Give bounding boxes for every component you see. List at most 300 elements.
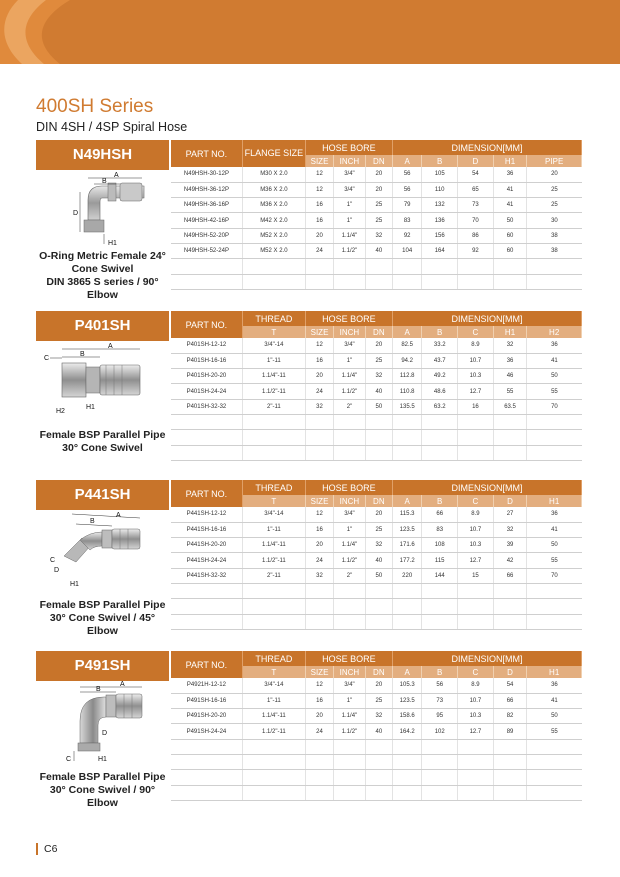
table-cell bbox=[392, 614, 421, 629]
table-cell bbox=[365, 259, 392, 274]
table-cell: 49.2 bbox=[422, 369, 458, 384]
table-cell: 70 bbox=[527, 568, 582, 583]
table-cell: 20 bbox=[365, 338, 392, 353]
table-cell: 3/4"-14 bbox=[242, 678, 305, 693]
table-cell: 25 bbox=[365, 353, 392, 368]
table-cell: 132 bbox=[422, 198, 458, 213]
table-cell bbox=[334, 739, 365, 754]
table-cell: 40 bbox=[365, 553, 392, 568]
table-cell: N49HSH-36-12P bbox=[171, 182, 242, 197]
dim-label-a: A bbox=[114, 172, 119, 179]
table-cell: 39 bbox=[493, 538, 527, 553]
table-cell: 54 bbox=[458, 167, 494, 182]
table-cell: 1.1/2" bbox=[334, 724, 365, 739]
table-cell bbox=[493, 614, 527, 629]
table-cell bbox=[334, 754, 365, 769]
table-cell: 102 bbox=[422, 724, 458, 739]
table-cell bbox=[365, 785, 392, 800]
table-cell bbox=[422, 599, 458, 614]
col-subheader: INCH bbox=[334, 155, 365, 167]
table-cell: P441SH-20-20 bbox=[171, 538, 242, 553]
table-cell bbox=[527, 770, 582, 785]
spec-table bbox=[171, 311, 582, 461]
table-cell: 1.1/4"-11 bbox=[242, 538, 305, 553]
table-cell: P401SH-24-24 bbox=[171, 384, 242, 399]
table-cell bbox=[392, 599, 421, 614]
table-cell bbox=[305, 599, 333, 614]
table-cell bbox=[458, 445, 494, 460]
table-cell: 38 bbox=[527, 243, 582, 258]
table-cell: 220 bbox=[392, 568, 421, 583]
table-cell bbox=[171, 614, 242, 629]
col-subheader: DN bbox=[365, 155, 392, 167]
table-cell: 95 bbox=[422, 709, 458, 724]
col-subheader: B bbox=[422, 155, 458, 167]
table-cell bbox=[392, 785, 421, 800]
table-cell: 10.7 bbox=[458, 353, 494, 368]
col-header-thread: THREAD bbox=[242, 311, 305, 326]
table-cell: 92 bbox=[458, 243, 494, 258]
table-cell: 32 bbox=[305, 568, 333, 583]
table-cell: 38 bbox=[527, 228, 582, 243]
table-cell: 24 bbox=[305, 384, 333, 399]
table-cell bbox=[365, 770, 392, 785]
table-cell bbox=[305, 445, 333, 460]
table-cell: 33.2 bbox=[422, 338, 458, 353]
col-header-hose-bore: HOSE BORE bbox=[305, 480, 392, 495]
table-cell: P491SH-24-24 bbox=[171, 724, 242, 739]
table-cell: 16 bbox=[458, 399, 494, 414]
table-row bbox=[171, 167, 582, 182]
col-subheader: D bbox=[493, 495, 527, 507]
col-header-hose-bore: HOSE BORE bbox=[305, 651, 392, 666]
table-cell bbox=[334, 599, 365, 614]
table-cell: 48.6 bbox=[422, 384, 458, 399]
table-cell bbox=[422, 414, 458, 429]
table-row bbox=[171, 384, 582, 399]
col-header-thread: THREAD bbox=[242, 480, 305, 495]
table-cell bbox=[171, 583, 242, 598]
table-cell: 20 bbox=[365, 167, 392, 182]
col-subheader: C bbox=[458, 495, 494, 507]
table-cell bbox=[242, 274, 305, 289]
table-cell bbox=[458, 770, 494, 785]
table-cell: 3/4"-14 bbox=[242, 338, 305, 353]
table-cell: 55 bbox=[493, 384, 527, 399]
table-cell bbox=[527, 739, 582, 754]
table-cell: 20 bbox=[527, 167, 582, 182]
table-cell: 12 bbox=[305, 507, 333, 522]
table-cell: 20 bbox=[305, 369, 333, 384]
table-cell: 20 bbox=[365, 678, 392, 693]
table-row bbox=[171, 754, 582, 769]
col-subheader: T bbox=[242, 326, 305, 338]
section-caption bbox=[36, 429, 169, 455]
table-cell bbox=[242, 739, 305, 754]
table-cell bbox=[493, 770, 527, 785]
fitting-diagram bbox=[36, 681, 169, 767]
table-cell: 156 bbox=[422, 228, 458, 243]
table-row bbox=[171, 414, 582, 429]
section-p441sh bbox=[36, 480, 582, 637]
caption-line: 30° Cone Swivel bbox=[62, 442, 143, 454]
table-cell: 56 bbox=[392, 182, 421, 197]
table-cell: 10.7 bbox=[458, 693, 494, 708]
table-cell: 1.1/4" bbox=[334, 228, 365, 243]
table-cell: 1.1/2"-11 bbox=[242, 384, 305, 399]
table-cell bbox=[493, 599, 527, 614]
table-cell: 1.1/4"-11 bbox=[242, 369, 305, 384]
table-cell bbox=[392, 754, 421, 769]
table-cell: 1.1/2" bbox=[334, 384, 365, 399]
table-cell bbox=[305, 583, 333, 598]
dim-label-b: B bbox=[90, 518, 95, 525]
col-header-part-no: PART NO. bbox=[171, 651, 242, 678]
table-cell: 24 bbox=[305, 553, 333, 568]
table-cell: 10.3 bbox=[458, 709, 494, 724]
section-left-panel bbox=[36, 311, 169, 341]
table-cell: 32 bbox=[365, 369, 392, 384]
table-cell: 3/4" bbox=[334, 507, 365, 522]
table-cell bbox=[392, 739, 421, 754]
table-cell: M36 X 2.0 bbox=[242, 198, 305, 213]
table-cell: 79 bbox=[392, 198, 421, 213]
table-cell: M52 X 2.0 bbox=[242, 228, 305, 243]
col-subheader: C bbox=[458, 666, 494, 678]
table-cell: 158.6 bbox=[392, 709, 421, 724]
dim-label-h1: H1 bbox=[98, 756, 107, 763]
col-subheader: DN bbox=[365, 495, 392, 507]
table-cell: 36 bbox=[527, 678, 582, 693]
table-cell bbox=[242, 770, 305, 785]
table-cell bbox=[493, 259, 527, 274]
table-cell bbox=[493, 274, 527, 289]
section-caption bbox=[36, 250, 169, 302]
caption-line: Female BSP Parallel Pipe bbox=[39, 429, 166, 441]
table-cell: 20 bbox=[305, 709, 333, 724]
table-cell bbox=[242, 785, 305, 800]
table-cell: 25 bbox=[365, 198, 392, 213]
table-cell bbox=[305, 785, 333, 800]
col-subheader: A bbox=[392, 495, 421, 507]
col-header-part-no: PART NO. bbox=[171, 311, 242, 338]
col-header-hose-bore: HOSE BORE bbox=[305, 140, 392, 155]
table-cell: 20 bbox=[305, 228, 333, 243]
table-cell: 112.8 bbox=[392, 369, 421, 384]
table-cell: 73 bbox=[422, 693, 458, 708]
table-row bbox=[171, 538, 582, 553]
series-subtitle: DIN 4SH / 4SP Spiral Hose bbox=[36, 120, 188, 134]
table-cell bbox=[305, 430, 333, 445]
table-cell: 25 bbox=[527, 182, 582, 197]
dim-label-b: B bbox=[80, 351, 85, 358]
col-subheader: INCH bbox=[334, 495, 365, 507]
table-row bbox=[171, 274, 582, 289]
table-cell: 66 bbox=[493, 568, 527, 583]
table-cell bbox=[392, 274, 421, 289]
col-subheader: INCH bbox=[334, 326, 365, 338]
table-row bbox=[171, 693, 582, 708]
table-cell bbox=[242, 599, 305, 614]
table-cell: 60 bbox=[493, 228, 527, 243]
dim-label-a: A bbox=[116, 512, 121, 519]
caption-line: Cone Swivel bbox=[71, 263, 134, 275]
table-cell: 177.2 bbox=[392, 553, 421, 568]
table-cell bbox=[171, 259, 242, 274]
table-row bbox=[171, 770, 582, 785]
table-cell bbox=[527, 414, 582, 429]
table-cell: 56 bbox=[392, 167, 421, 182]
table-row bbox=[171, 678, 582, 693]
table-cell: P401SH-12-12 bbox=[171, 338, 242, 353]
table-row bbox=[171, 583, 582, 598]
col-subheader: SIZE bbox=[305, 155, 333, 167]
table-cell bbox=[305, 274, 333, 289]
table-cell: 2"-11 bbox=[242, 568, 305, 583]
table-cell: N49HSH-36-16P bbox=[171, 198, 242, 213]
table-cell: 32 bbox=[365, 228, 392, 243]
table-cell: 1.1/4"-11 bbox=[242, 709, 305, 724]
table-row bbox=[171, 507, 582, 522]
section-left-panel bbox=[36, 480, 169, 510]
dim-label-b: B bbox=[96, 686, 101, 693]
table-cell: 36 bbox=[493, 167, 527, 182]
table-row bbox=[171, 445, 582, 460]
table-cell: 41 bbox=[493, 182, 527, 197]
table-cell: 104 bbox=[392, 243, 421, 258]
dim-label-b: B bbox=[102, 178, 107, 185]
table-cell: 1.1/4" bbox=[334, 538, 365, 553]
section-name: P441SH bbox=[36, 480, 169, 510]
dim-label-d: D bbox=[54, 567, 60, 574]
table-cell bbox=[392, 770, 421, 785]
table-cell: 50 bbox=[365, 399, 392, 414]
table-cell: 110.8 bbox=[392, 384, 421, 399]
table-cell: N49HSH-52-24P bbox=[171, 243, 242, 258]
table-cell bbox=[422, 274, 458, 289]
table-cell bbox=[171, 739, 242, 754]
table-cell: 3/4" bbox=[334, 678, 365, 693]
table-cell: 16 bbox=[305, 522, 333, 537]
table-cell: 123.5 bbox=[392, 522, 421, 537]
caption-line: O-Ring Metric Female 24° bbox=[39, 250, 166, 262]
caption-line: DIN 3865 S series / 90° Elbow bbox=[46, 276, 159, 301]
table-cell: 1"-11 bbox=[242, 522, 305, 537]
col-header-dimension: DIMENSION[MM] bbox=[392, 140, 581, 155]
dim-label-h1: H1 bbox=[108, 240, 117, 247]
caption-line: 30° Cone Swivel / 45° Elbow bbox=[49, 612, 156, 637]
table-cell: 63.5 bbox=[493, 399, 527, 414]
table-row bbox=[171, 399, 582, 414]
col-subheader: B bbox=[422, 326, 458, 338]
table-cell bbox=[422, 583, 458, 598]
table-cell bbox=[422, 445, 458, 460]
table-cell: P441SH-24-24 bbox=[171, 553, 242, 568]
table-cell: 2" bbox=[334, 399, 365, 414]
table-cell: 50 bbox=[527, 369, 582, 384]
table-cell: 164 bbox=[422, 243, 458, 258]
table-cell: 1"-11 bbox=[242, 353, 305, 368]
table-cell: P4921H-12-12 bbox=[171, 678, 242, 693]
table-cell bbox=[458, 583, 494, 598]
table-cell bbox=[527, 445, 582, 460]
table-cell bbox=[305, 770, 333, 785]
banner-swoosh-graphic bbox=[0, 0, 620, 64]
table-cell: 60 bbox=[493, 243, 527, 258]
table-cell: 32 bbox=[365, 709, 392, 724]
table-cell: 16 bbox=[305, 693, 333, 708]
table-row bbox=[171, 338, 582, 353]
section-n49hsh bbox=[36, 140, 582, 301]
table-cell: 1.1/2"-11 bbox=[242, 553, 305, 568]
col-subheader: A bbox=[392, 666, 421, 678]
table-cell bbox=[171, 754, 242, 769]
table-cell: 15 bbox=[458, 568, 494, 583]
col-header-part-no: PART NO. bbox=[171, 140, 242, 167]
table-cell: 66 bbox=[422, 507, 458, 522]
table-cell: 105 bbox=[422, 167, 458, 182]
table-cell: 3/4" bbox=[334, 182, 365, 197]
table-cell bbox=[493, 583, 527, 598]
table-cell bbox=[242, 414, 305, 429]
table-cell: P441SH-32-32 bbox=[171, 568, 242, 583]
table-cell bbox=[171, 414, 242, 429]
dim-label-c: C bbox=[44, 355, 50, 362]
table-cell: P401SH-16-16 bbox=[171, 353, 242, 368]
table-cell bbox=[493, 739, 527, 754]
table-cell: 86 bbox=[458, 228, 494, 243]
dim-label-h1: H1 bbox=[86, 404, 95, 411]
table-cell bbox=[527, 274, 582, 289]
table-cell: 1" bbox=[334, 522, 365, 537]
table-cell bbox=[493, 430, 527, 445]
table-cell: 2"-11 bbox=[242, 399, 305, 414]
col-subheader: D bbox=[458, 155, 494, 167]
table-cell: 115 bbox=[422, 553, 458, 568]
table-cell: 1"-11 bbox=[242, 693, 305, 708]
section-caption bbox=[36, 599, 169, 638]
section-p491sh bbox=[36, 651, 582, 809]
table-cell: 43.7 bbox=[422, 353, 458, 368]
col-subheader: H2 bbox=[527, 326, 582, 338]
table-cell: 25 bbox=[365, 213, 392, 228]
table-cell: 8.9 bbox=[458, 507, 494, 522]
table-cell: 16 bbox=[305, 198, 333, 213]
section-caption bbox=[36, 771, 169, 810]
table-cell bbox=[527, 614, 582, 629]
table-cell: 12 bbox=[305, 182, 333, 197]
table-cell: 164.2 bbox=[392, 724, 421, 739]
table-cell: 94.2 bbox=[392, 353, 421, 368]
table-cell: 41 bbox=[527, 353, 582, 368]
table-cell: P491SH-16-16 bbox=[171, 693, 242, 708]
table-cell: 3/4" bbox=[334, 338, 365, 353]
table-row bbox=[171, 522, 582, 537]
col-subheader: H1 bbox=[493, 326, 527, 338]
table-cell bbox=[422, 770, 458, 785]
table-cell bbox=[365, 614, 392, 629]
col-subheader: SIZE bbox=[305, 495, 333, 507]
table-row bbox=[171, 213, 582, 228]
section-p401sh bbox=[36, 311, 582, 461]
table-cell: 40 bbox=[365, 243, 392, 258]
table-cell: 108 bbox=[422, 538, 458, 553]
table-cell bbox=[242, 614, 305, 629]
col-header-dimension: DIMENSION[MM] bbox=[392, 480, 581, 495]
table-cell: 10.3 bbox=[458, 538, 494, 553]
table-cell bbox=[171, 785, 242, 800]
col-subheader: H1 bbox=[527, 666, 582, 678]
col-subheader: T bbox=[242, 666, 305, 678]
table-cell: 1.1/2" bbox=[334, 553, 365, 568]
top-banner bbox=[0, 0, 620, 64]
table-cell: 89 bbox=[493, 724, 527, 739]
table-cell: N49HSH-52-20P bbox=[171, 228, 242, 243]
table-cell: 82 bbox=[493, 709, 527, 724]
table-cell bbox=[527, 599, 582, 614]
table-cell: 27 bbox=[493, 507, 527, 522]
table-cell: 46 bbox=[493, 369, 527, 384]
table-cell bbox=[422, 785, 458, 800]
table-cell bbox=[334, 274, 365, 289]
table-cell: 25 bbox=[365, 522, 392, 537]
table-cell: 41 bbox=[527, 522, 582, 537]
table-cell: 144 bbox=[422, 568, 458, 583]
table-cell bbox=[334, 785, 365, 800]
table-row bbox=[171, 259, 582, 274]
table-cell: 3/4" bbox=[334, 167, 365, 182]
dim-label-h2: H2 bbox=[56, 408, 65, 415]
table-cell: 40 bbox=[365, 384, 392, 399]
table-cell bbox=[334, 770, 365, 785]
col-subheader: T bbox=[242, 495, 305, 507]
table-cell: 24 bbox=[305, 724, 333, 739]
table-cell: P401SH-32-32 bbox=[171, 399, 242, 414]
table-cell: 1" bbox=[334, 213, 365, 228]
col-header-hose-bore: HOSE BORE bbox=[305, 311, 392, 326]
table-cell bbox=[392, 414, 421, 429]
table-cell: 10.3 bbox=[458, 369, 494, 384]
table-cell bbox=[458, 599, 494, 614]
table-cell: 1.1/2"-11 bbox=[242, 724, 305, 739]
col-subheader: PIPE bbox=[527, 155, 582, 167]
table-cell bbox=[365, 739, 392, 754]
table-cell bbox=[171, 445, 242, 460]
table-cell: 20 bbox=[305, 538, 333, 553]
col-subheader: SIZE bbox=[305, 666, 333, 678]
table-cell bbox=[392, 430, 421, 445]
table-cell: 2" bbox=[334, 568, 365, 583]
table-cell bbox=[305, 614, 333, 629]
table-cell bbox=[527, 430, 582, 445]
table-cell: 136 bbox=[422, 213, 458, 228]
table-cell: 63.2 bbox=[422, 399, 458, 414]
col-header-part-no: PART NO. bbox=[171, 480, 242, 507]
table-cell: M30 X 2.0 bbox=[242, 167, 305, 182]
table-cell bbox=[422, 754, 458, 769]
table-cell: 55 bbox=[527, 553, 582, 568]
fitting-diagram bbox=[36, 510, 169, 594]
table-cell bbox=[422, 614, 458, 629]
table-cell: 36 bbox=[527, 507, 582, 522]
table-cell: 73 bbox=[458, 198, 494, 213]
table-cell bbox=[392, 445, 421, 460]
table-cell bbox=[334, 259, 365, 274]
table-cell: P491SH-20-20 bbox=[171, 709, 242, 724]
section-name: P491SH bbox=[36, 651, 169, 681]
table-cell: 50 bbox=[493, 213, 527, 228]
table-cell: 65 bbox=[458, 182, 494, 197]
